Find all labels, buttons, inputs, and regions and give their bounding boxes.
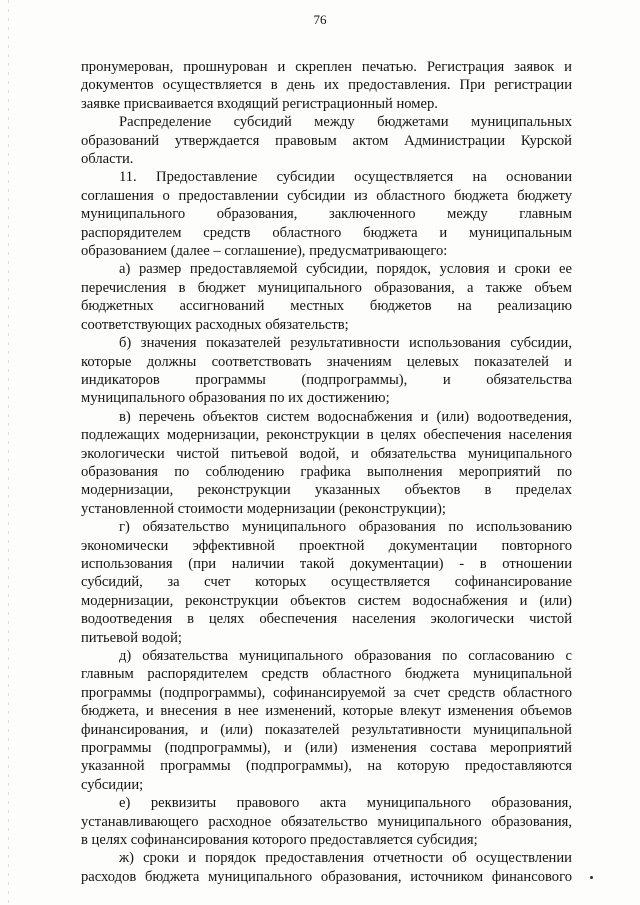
text-line: указанной программы (подпрограммы), на которую предоставляются xyxy=(81,758,572,775)
text-line: б) значения показателей результативности использования субсидии, xyxy=(119,335,572,352)
paragraph xyxy=(81,518,572,647)
paragraph xyxy=(81,260,572,334)
text-line: модернизации, реконструкции объектов систем водоснабжения и (или) xyxy=(81,592,572,609)
text-line: которые должны соответствовать значениям целевых показателей и xyxy=(81,353,572,370)
text-line: области. xyxy=(81,151,134,168)
text-line: индикаторов программы (подпрограммы), и обязательства xyxy=(81,371,572,388)
text-line: а) размер предоставляемой субсидии, порядок, условия и сроки ее xyxy=(119,261,572,278)
paragraph xyxy=(81,647,572,794)
paragraph xyxy=(81,794,572,849)
text-line: е) реквизиты правового акта муниципального образования, xyxy=(119,795,572,812)
text-line: 11. Предоставление субсидии осуществляется на основании xyxy=(119,169,572,186)
text-line: в целях софинансирования которого предоставляется субсидия; xyxy=(81,832,478,849)
text-line: соответствующих расходных обязательств; xyxy=(81,316,349,333)
paragraph xyxy=(81,113,572,168)
text-line: образованием (далее – соглашение), предусматривающего: xyxy=(81,243,448,260)
text-line: программы (подпрограммы), и (или) изменения состава мероприятий xyxy=(81,740,572,757)
scan-speck xyxy=(590,876,593,879)
text-line: муниципального образования по их достижению; xyxy=(81,390,390,407)
text-line: субсидии; xyxy=(81,776,144,793)
text-line: финансирования, и (или) показателей результативности муниципальной xyxy=(81,721,572,738)
text-line: модернизации, реконструкции указанных объектов в пределах xyxy=(81,482,572,499)
text-line: водоотведения в целях обеспечения населения экологически чистой xyxy=(81,611,572,628)
text-line: экологически чистой питьевой водой, и обязательства муниципального xyxy=(81,445,572,462)
paragraph xyxy=(81,408,572,518)
text-line: подлежащих модернизации, реконструкции в целях обеспечения населения xyxy=(81,427,572,444)
text-line: распорядителем средств областного бюджета и муниципальным xyxy=(81,224,572,241)
text-line: г) обязательство муниципального образования по использованию xyxy=(119,519,572,536)
text-line: бюджета, и внесения в нее изменений, которые влекут изменения объемов xyxy=(81,703,572,720)
text-line: субсидий, за счет которых осуществляется софинансирование xyxy=(81,574,572,591)
scan-edge-artifact xyxy=(8,0,9,905)
text-line: Распределение субсидий между бюджетами муниципальных xyxy=(119,114,572,131)
text-line: образования по соблюдению графика выполнения мероприятий по xyxy=(81,463,572,480)
paragraph xyxy=(81,58,572,113)
text-line: в) перечень объектов систем водоснабжения и (или) водоотведения, xyxy=(119,408,572,425)
text-line: муниципального образования, заключенного между главным xyxy=(81,206,572,223)
text-line: расходов бюджета муниципального образования, источником финансового xyxy=(81,868,572,885)
text-line: питьевой водой; xyxy=(81,629,182,646)
paragraph xyxy=(81,334,572,408)
text-line: документов осуществляется в день их предоставления. При регистрации xyxy=(81,77,572,94)
text-line: экономически эффективной проектной документации повторного xyxy=(81,537,572,554)
text-line: программы (подпрограммы), софинансируемой за счет средств областного xyxy=(81,684,572,701)
text-line: соглашения о предоставлении субсидии из областного бюджета бюджету xyxy=(81,187,572,204)
text-line: установленной стоимости модернизации (реконструкции); xyxy=(81,500,446,517)
text-line: пронумерован, прошнурован и скреплен печатью. Регистрация заявок и xyxy=(81,59,572,75)
text-line: бюджетных ассигнований местных бюджетов на реализацию xyxy=(81,298,572,315)
document-body xyxy=(81,58,572,886)
page-number: 76 xyxy=(313,12,327,27)
text-line: перечисления в бюджет муниципального образования, а также объем xyxy=(81,279,572,296)
paragraph xyxy=(81,168,572,260)
text-line: ж) сроки и порядок предоставления отчетности об осуществлении xyxy=(119,850,572,867)
text-line: устанавливающего расходное обязательство муниципального образования, xyxy=(81,813,572,830)
text-line: использования (при наличии такой документации) - в отношении xyxy=(81,555,572,572)
text-line: заявке присваивается входящий регистрационный номер. xyxy=(81,95,438,112)
text-line: образований утверждается правовым актом Администрации Курской xyxy=(81,132,572,149)
text-line: главным распорядителем средств областного бюджета муниципальной xyxy=(81,666,572,683)
text-line: д) обязательства муниципального образования по согласованию с xyxy=(119,648,572,664)
paragraph xyxy=(81,849,572,886)
